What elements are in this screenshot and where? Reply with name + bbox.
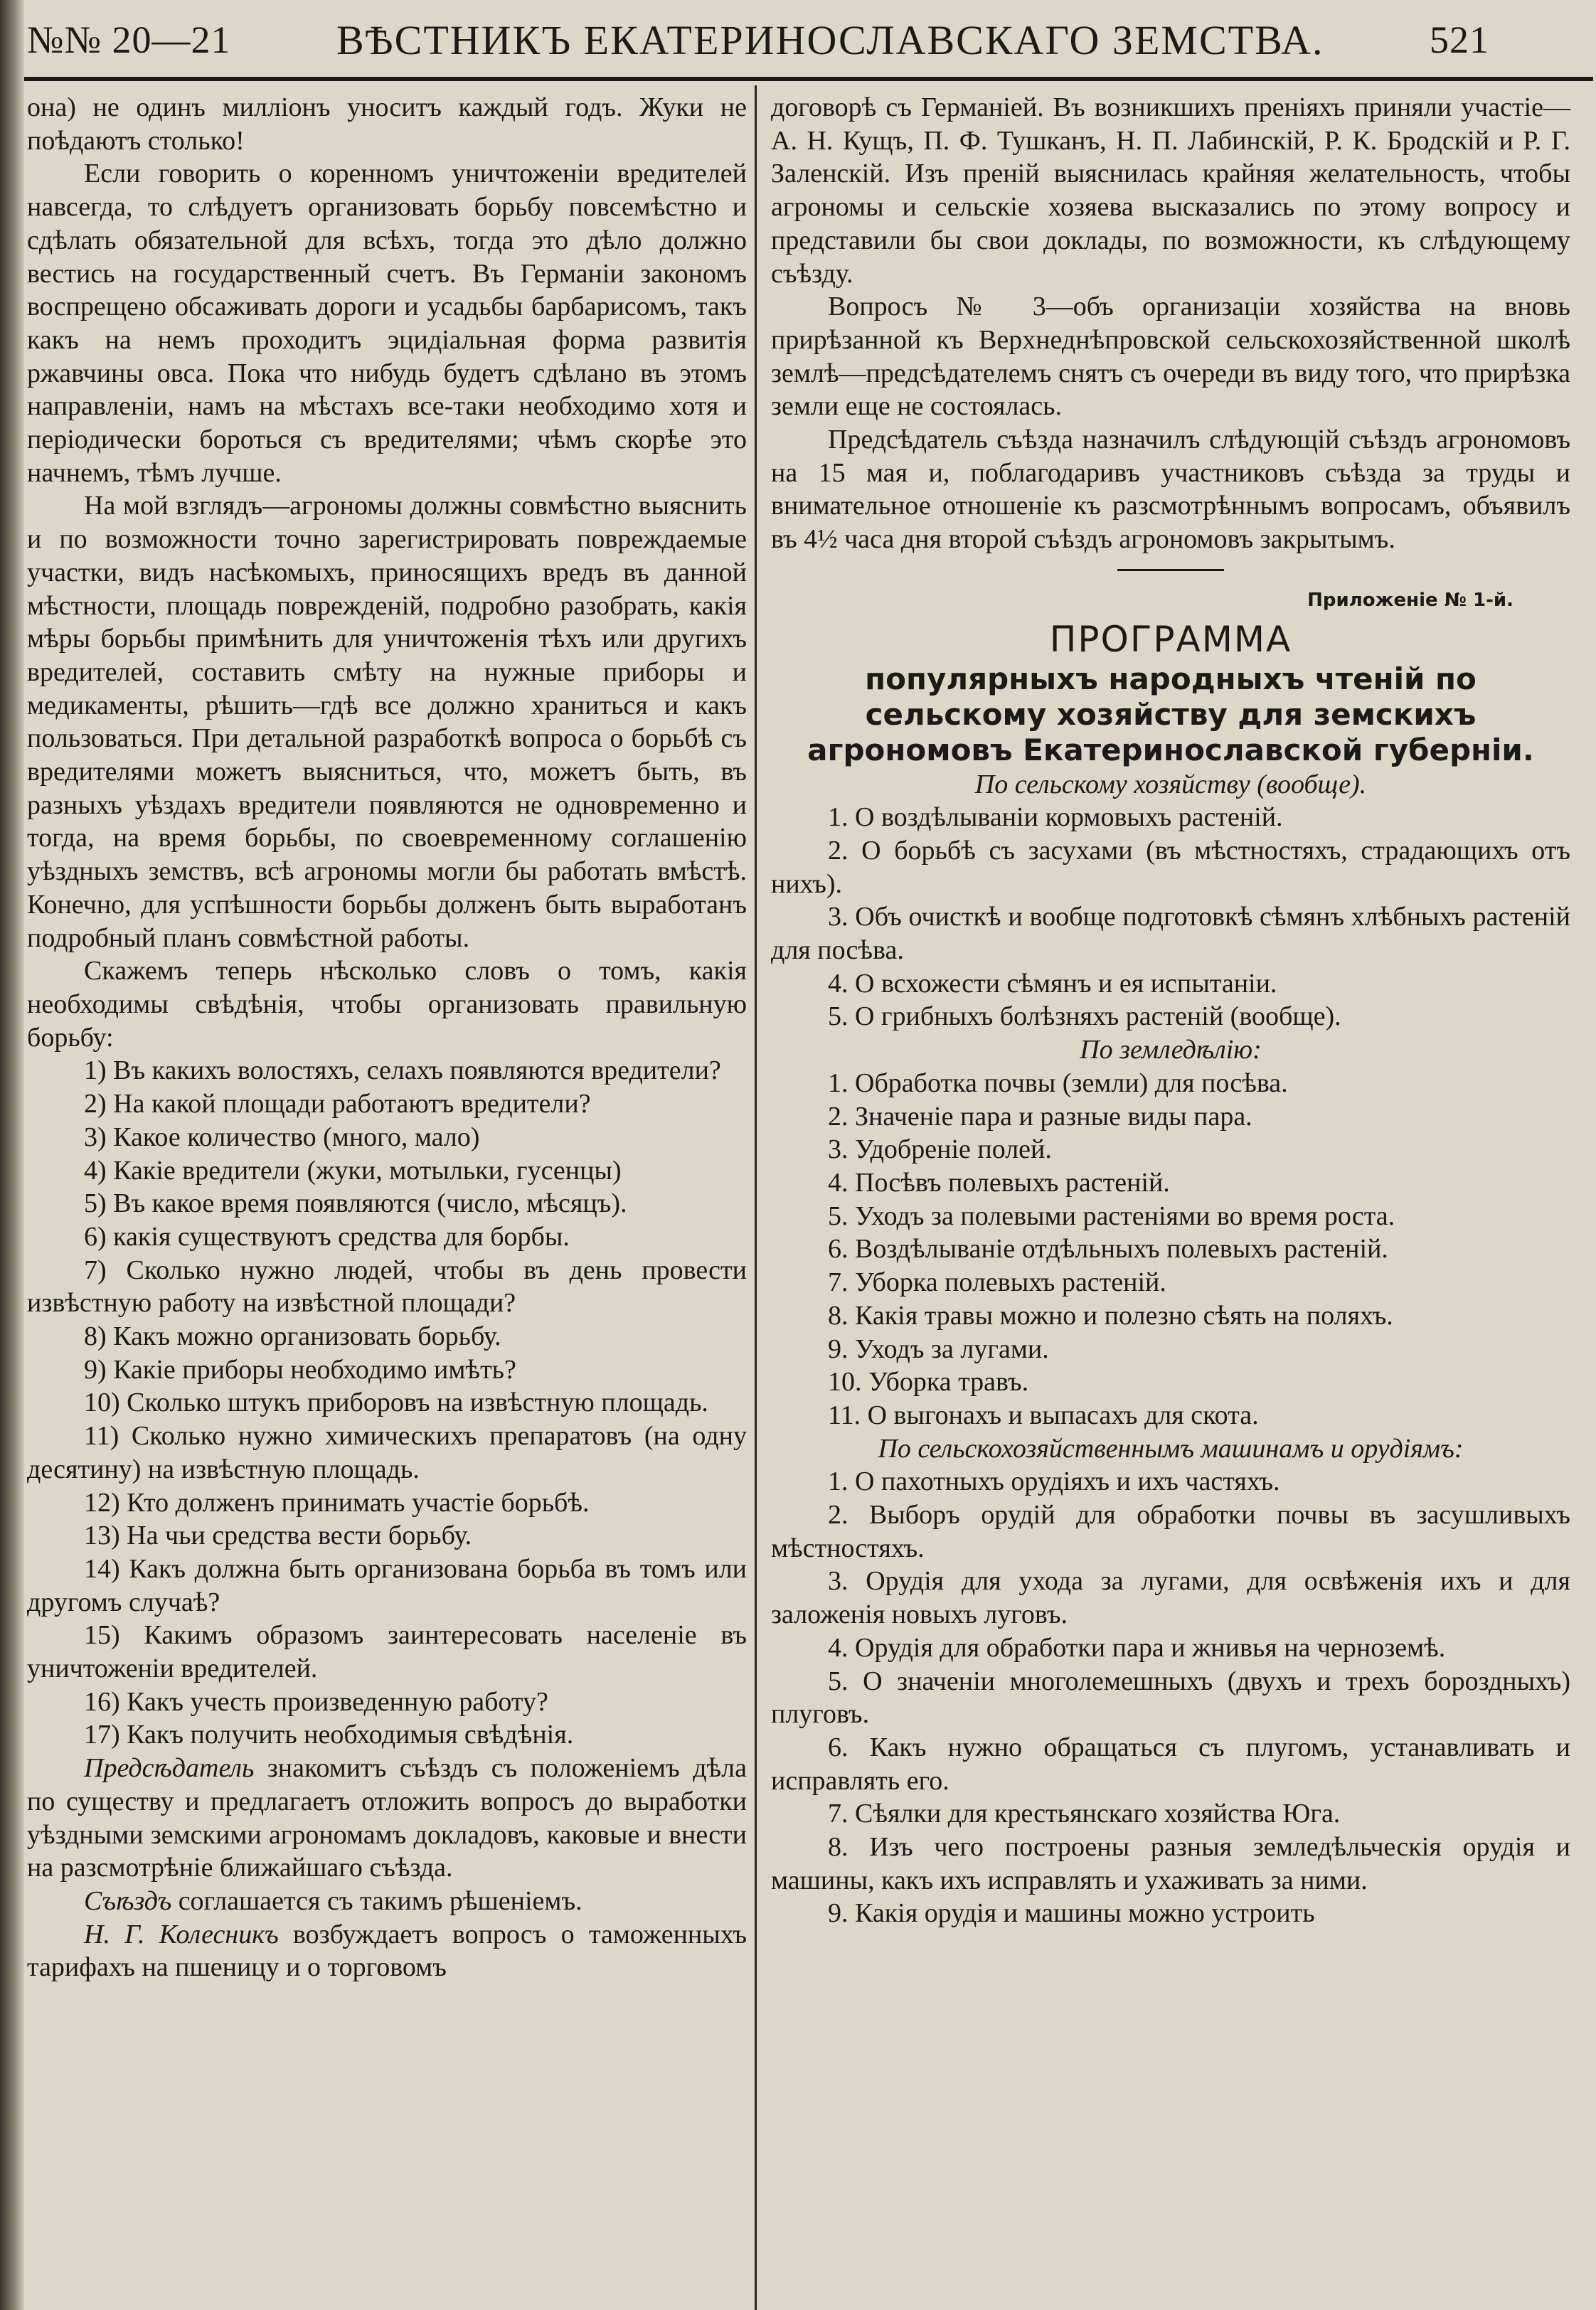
paragraph: Предсѣдатель съѣзда назначилъ слѣдующiй съѣздъ агрономовъ на 15 мая и, поблагодаривъ участниковъ съѣзда за труды и внимательное отношенiе къ разсмотрѣннымъ вопросамъ, объявилъ въ 4½ часа дня второй съѣздъ агрономовъ закрытымъ.: [771, 425, 1570, 555]
program-item: 3. Орудiя для ухода за лугами, для освѣженiя ихъ и для заложенiя новыхъ луговъ.: [771, 1566, 1570, 1630]
page-number: 521: [1430, 18, 1489, 61]
program-item: 8. Изъ чего построены разныя земледѣльческiя орудiя и машины, какъ ихъ исправлять и ухаживать за ними.: [771, 1832, 1570, 1895]
program-title: ПРОГРАММА: [1049, 618, 1292, 660]
paragraph: Если говорить о коренномъ уничтоженiи вредителей навсегда, то слѣдуетъ организовать борьбу повсемѣстно и сдѣлать обязательной для всѣхъ, тогда это дѣло должно вестись на государственный счетъ. Въ Германiи закономъ воспрещено обсаживать дороги и усадьбы барбарисомъ, такъ какъ на немъ проходитъ эцидiальная форма развитiя ржавчины овса. Пока что нибудь будетъ сдѣлано въ этомъ направленiи, намъ на мѣстахъ все-таки необходимо хотя и перiодически бороться съ вредителями; чѣмъ скорѣе это начнемъ, тѣмъ лучше.: [27, 159, 747, 488]
program-item: 7. Сѣялки для крестьянскаго хозяйства Юга.: [828, 1799, 1341, 1829]
program-item: 6. Воздѣлыванiе отдѣльныхъ полевыхъ растенiй.: [828, 1234, 1388, 1265]
program-item: 2. Выборъ орудiй для обработки почвы въ засушливыхъ мѣстностяхъ.: [771, 1500, 1570, 1563]
program-item: 3. Удобренiе полей.: [828, 1134, 1052, 1165]
question-item: 16) Какъ учесть произведенную работу?: [84, 1686, 548, 1717]
program-item: 3. Объ очисткѣ и вообще подготовкѣ сѣмянъ хлѣбныхъ растенiй для посѣва.: [771, 902, 1570, 966]
program-item: 10. Уборка травъ.: [828, 1367, 1029, 1398]
header-rule: [24, 77, 1593, 81]
question-item: 15) Какимъ образомъ заинтересовать населенiе въ уничтоженiи вредителей.: [27, 1620, 747, 1684]
question-item: 6) какiя существуютъ средства для борбы.: [84, 1221, 570, 1252]
program-item: 4. Орудiя для обработки пара и жнивья на черноземѣ.: [828, 1632, 1446, 1663]
paragraph: Вопросъ № 3—объ организацiи хозяйства на вновь прирѣзанной къ Верхнеднѣпровской сельскохозяйственной школѣ землѣ—предсѣдателемъ снятъ съ очереди въ виду того, что прирѣзка земли еще не состоялась.: [771, 292, 1570, 422]
question-item: 10) Сколько штукъ приборовъ на извѣстную площадь.: [84, 1388, 708, 1418]
program-item: 1. О пахотныхъ орудiяхъ и ихъ частяхъ.: [828, 1467, 1280, 1497]
kolesnik-paragraph: [27, 1918, 747, 1984]
program-item: 9. Уходъ за лугами.: [828, 1334, 1049, 1364]
section-heading: По сельскому хозяйству (вообще).: [974, 769, 1367, 799]
issue-number: №№ 20—21: [27, 18, 231, 61]
congress-paragraph: [27, 1885, 747, 1918]
appendix-note: Приложенiе № 1-й.: [1307, 589, 1513, 611]
question-item: 3) Какое количество (много, мало): [84, 1122, 480, 1152]
program-item: 9. Какiя орудiя и машины можно устроить: [828, 1898, 1315, 1929]
column-divider: [755, 85, 757, 2310]
question-item: 12) Кто долженъ принимать участiе борьбѣ.: [84, 1487, 590, 1518]
paragraph-text: знакомитъ съѣздъ съ положенiемъ дѣла по существу и предлагаетъ отложить вопросъ до выработки уѣздными земскими агрономамъ докладовъ, каковые и внести на разсмотрѣнiе ближайшаго съѣзда.: [27, 1753, 747, 1883]
program-item: 1. Обработка почвы (земли) для посѣва.: [828, 1068, 1288, 1098]
paragraph: она) не одинъ миллiонъ уноситъ каждый годъ. Жуки не поѣдаютъ столько!: [27, 92, 747, 156]
program-item: 6. Какъ нужно обращаться съ плугомъ, устанавливать и исправлять его.: [771, 1732, 1570, 1796]
program-item: 4. О всхожести сѣмянъ и ея испытанiи.: [828, 968, 1277, 999]
journal-title: ВѢСТНИКЪ ЕКАТЕРИНОСЛАВСКАГО ЗЕМСТВА.: [336, 16, 1324, 63]
question-item: 17) Какъ получить необходимыя свѣдѣнiя.: [84, 1720, 574, 1750]
program-item: 8. Какiя травы можно и полезно сѣять на поляхъ.: [828, 1300, 1393, 1331]
speaker-name: Съѣздъ: [84, 1885, 172, 1916]
speaker-name: Н. Г. Колесникъ: [84, 1919, 279, 1949]
binding-spine: [0, 0, 24, 2310]
paragraph: На мой взглядъ—агрономы должны совмѣстно выяснить и по возможности точно зарегистрировать повреждаемые участки, видъ насѣкомыхъ, приносящихъ вредъ въ данной мѣстности, площадь поврежденiй, подробно разобрать, какiя мѣры борьбы примѣнить для уничтоженiя тѣхъ или другихъ вредителей, составить смѣту на нужные приборы и медикаменты, рѣшить—гдѣ все должно храниться и какъ пользоваться. При детальной разработкѣ вопроса о борьбѣ съ вредителями можетъ выясниться, что, можетъ быть, въ разныхъ уѣздахъ вредители появляются не одновременно и тогда, на время борьбы, по своевременному соглашенiю уѣздныхъ земствъ, всѣ агрономы могли бы работать вмѣстѣ. Конечно, для успѣшности борьбы долженъ быть выработанъ подробный планъ совмѣстной работы.: [27, 491, 747, 953]
question-item: 2) На какой площади работаютъ вредители?: [84, 1089, 591, 1119]
paragraph: Скажемъ теперь нѣсколько словъ о томъ, какiя необходимы свѣдѣнiя, чтобы организовать правильную борьбу:: [27, 956, 747, 1053]
program-subtitle: популярныхъ народныхъ чтенiй по сельскому хозяйству для земскихъ агрономовъ Екатеринославской губернiи.: [807, 661, 1534, 767]
program-item: 2. О борьбѣ съ засухами (въ мѣстностяхъ, страдающихъ отъ нихъ).: [771, 835, 1570, 899]
program-item: 5. О грибныхъ болѣзняхъ растенiй (вообще).: [828, 1001, 1341, 1032]
question-item: 4) Какiе вредители (жуки, мотыльки, гусенцы): [84, 1155, 622, 1186]
question-item: 9) Какiе приборы необходимо имѣть?: [84, 1354, 516, 1385]
program-item: 1. О воздѣлыванiи кормовыхъ растенiй.: [828, 802, 1283, 833]
question-item: 14) Какъ должна быть организована борьба въ томъ или другомъ случаѣ?: [27, 1553, 747, 1617]
left-column: [27, 91, 747, 1984]
question-item: 13) На чьи средства вести борьбу.: [84, 1521, 472, 1551]
question-item: 5) Въ какое время появляются (число, мѣсяцъ).: [84, 1188, 627, 1219]
speaker-name: Предсѣдатель: [84, 1753, 255, 1784]
paragraph: договорѣ съ Германiей. Въ возникшихъ пренiяхъ приняли участiе—А. Н. Кущъ, П. Ф. Тушканъ, Н. П. Лабинскiй, Р. К. Бродскiй и Р. Г. Заленскiй. Изъ пренiй выяснилась крайняя желательность, чтобы агрономы и сельскiе хозяева высказались по этому вопросу и представили бы свои доклады, по возможности, къ слѣдующему съѣзду.: [771, 92, 1570, 289]
question-item: 11) Сколько нужно химическихъ препаратовъ (на одну десятину) на извѣстную площадь.: [27, 1421, 747, 1484]
page-header: [24, 7, 1568, 73]
paragraph-text: возбуждаетъ вопросъ о таможенныхъ тарифахъ на пшеницу и о торговомъ: [27, 1919, 748, 1983]
chair-paragraph: [27, 1752, 747, 1885]
section-heading: По земледѣлiю:: [1080, 1035, 1262, 1065]
program-item: 2. Значенiе пара и разные виды пара.: [828, 1101, 1252, 1132]
question-item: 7) Сколько нужно людей, чтобы въ день провести извѣстную работу на извѣстной площади?: [27, 1255, 747, 1319]
program-item: 5. Уходъ за полевыми растенiями во время роста.: [828, 1201, 1395, 1231]
program-item: 11. О выгонахъ и выпасахъ для скота.: [828, 1400, 1259, 1430]
right-column: [771, 91, 1570, 1930]
section-heading: По сельскохозяйственнымъ машинамъ и орудiямъ:: [878, 1433, 1464, 1464]
question-item: 8) Какъ можно организовать борьбу.: [84, 1321, 501, 1352]
program-item: 5. О значенiи многолемешныхъ (двухъ и трехъ бороздныхъ) плуговъ.: [771, 1666, 1570, 1730]
section-separator: [1117, 569, 1224, 571]
question-item: 1) Въ какихъ волостяхъ, селахъ появляются вредители?: [84, 1055, 721, 1086]
paragraph-text: соглашается съ такимъ рѣшенiемъ.: [171, 1885, 582, 1916]
program-item: 4. Посѣвъ полевыхъ растенiй.: [828, 1167, 1170, 1198]
program-item: 7. Уборка полевыхъ растенiй.: [828, 1267, 1166, 1298]
